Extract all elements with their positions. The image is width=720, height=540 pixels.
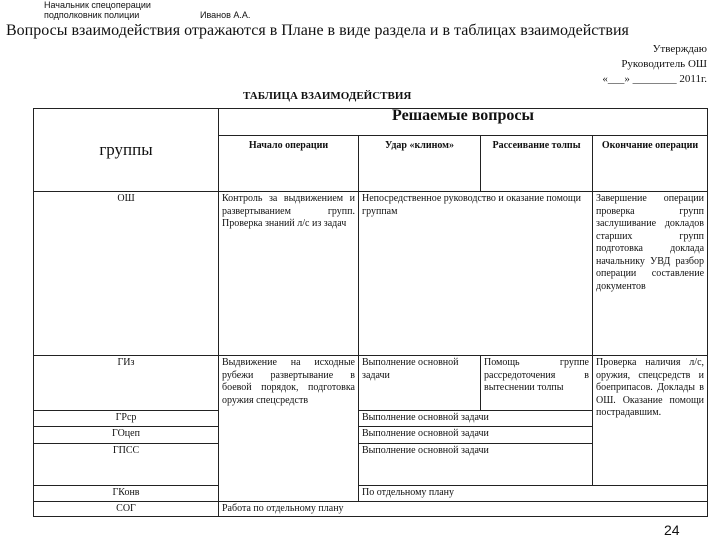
col-disperse: Рассеивание толпы bbox=[481, 136, 593, 192]
chief-title: Начальник спецоперации bbox=[44, 0, 151, 10]
col-start: Начало операции bbox=[219, 136, 359, 192]
group-cell: ГПСС bbox=[34, 444, 219, 486]
approval-date: «___» ________ 2011г. bbox=[602, 73, 707, 85]
group-cell: ГИз bbox=[34, 356, 219, 411]
table-title: ТАБЛИЦА ВЗАИМОДЕЙСТВИЯ bbox=[243, 90, 412, 102]
cell-disperse: Помощь группе рассредоточения в вытеснении толпы bbox=[481, 356, 593, 411]
group-cell: СОГ bbox=[34, 501, 219, 517]
cell-task: Выполнение основной задачи bbox=[359, 411, 593, 427]
approval-line2: Руководитель ОШ bbox=[621, 58, 707, 70]
interaction-table bbox=[33, 108, 708, 517]
cell-end: Завершение операции проверка групп заслушивание докладов старших групп подготовка доклада начальнику УВД разбор операции составление документов bbox=[593, 192, 708, 356]
page-number: 24 bbox=[664, 522, 680, 538]
cell-end: Проверка наличия л/с, оружия, спецсредств и боеприпасов. Доклады в ОШ. Оказание помощи пострадавшим. bbox=[593, 356, 708, 486]
col-end: Окончание операции bbox=[593, 136, 708, 192]
page-title: Вопросы взаимодействия отражаются в Плане в виде раздела и в таблицах взаимодействия bbox=[6, 22, 629, 39]
groups-header: группы bbox=[34, 109, 219, 192]
cell-task: По отдельному плану bbox=[359, 486, 708, 502]
cell-task: Выполнение основной задачи bbox=[359, 427, 593, 444]
table-row bbox=[34, 192, 708, 356]
cell-wedge: Непосредственное руководство и оказание помощи группам bbox=[359, 192, 593, 356]
table-row bbox=[34, 501, 708, 517]
chief-name: Иванов А.А. bbox=[200, 10, 251, 20]
chief-rank: подполковник полиции bbox=[44, 10, 140, 20]
issues-header: Решаемые вопросы bbox=[219, 109, 708, 136]
cell-task: Выполнение основной задачи bbox=[359, 444, 593, 486]
cell-start: Выдвижение на исходные рубежи развертывание в боевой порядок, подготовка оружия спецсредств bbox=[219, 356, 359, 502]
col-wedge: Удар «клином» bbox=[359, 136, 481, 192]
group-cell: ГКонв bbox=[34, 486, 219, 502]
group-cell: ГОцеп bbox=[34, 427, 219, 444]
cell-task: Работа по отдельному плану bbox=[219, 501, 708, 517]
group-cell: ГРср bbox=[34, 411, 219, 427]
table-row bbox=[34, 486, 708, 502]
group-cell: ОШ bbox=[34, 192, 219, 356]
table-row bbox=[34, 356, 708, 411]
cell-wedge: Выполнение основной задачи bbox=[359, 356, 481, 411]
approval-line1: Утверждаю bbox=[652, 43, 707, 55]
cell-start: Контроль за выдвижением и развертыванием групп. Проверка знаний л/с из задач bbox=[219, 192, 359, 356]
